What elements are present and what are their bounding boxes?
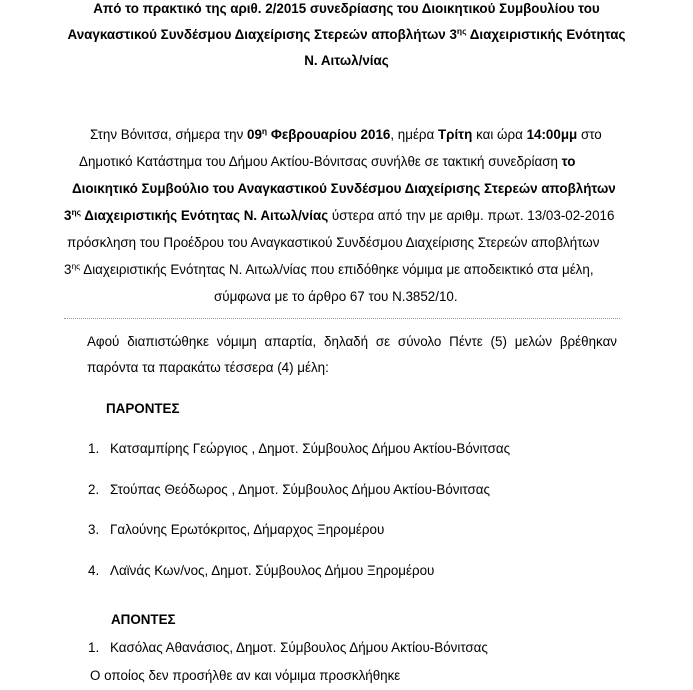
- quorum-line-2: [87, 359, 329, 377]
- header-line-2-text-b: Διαχειριστικής Ενότητας: [466, 27, 626, 42]
- intro-line-6: [64, 261, 594, 279]
- list-number: 3.: [88, 522, 100, 537]
- meeting-time: 14:00μμ: [526, 127, 578, 142]
- quorum-text: παρόντα τα παρακάτω τέσσερα (4) μέλη:: [87, 360, 329, 375]
- meeting-month-year: Φεβρουαρίου 2016: [267, 127, 391, 142]
- intro-line-7: [214, 288, 458, 306]
- header-line-2: [0, 26, 693, 44]
- list-number: 1.: [88, 640, 100, 655]
- list-number: 2.: [88, 482, 100, 497]
- council-name: Διοικητικό Συμβούλιο του Αναγκαστικού Συνδέσμου Διαχείρισης Στερεών αποβλήτων: [72, 181, 616, 196]
- member-name: Στούπας Θεόδωρος , Δημοτ. Σύμβουλος Δήμου Ακτίου-Βόνιτσας: [110, 482, 490, 497]
- member-name: Κασόλας Αθανάσιος, Δημοτ. Σύμβουλος Δήμου Ακτίου-Βόνιτσας: [110, 640, 488, 655]
- member-name: Γαλούνης Ερωτόκριτος, Δήμαρχος Ξηρομέρου: [110, 522, 385, 537]
- intro-text: Στην Βόνιτσα, σήμερα την: [90, 127, 248, 142]
- header-line-1: [0, 0, 693, 18]
- protocol-reference: ύστερα από την με αριθμ. πρωτ. 13/03-02-2016: [328, 208, 615, 223]
- unit-name: Διαχειριστικής Ενότητας Ν. Αιτωλ/νίας: [81, 208, 329, 223]
- intro-text: και ώρα: [472, 127, 527, 142]
- absent-note: Ο οποίος δεν προσήλθε αν και νόμιμα προσκλήθηκε: [90, 668, 401, 683]
- intro-text-bold: το: [561, 154, 576, 169]
- intro-text: Δημοτικό Κατάστημα του Δήμου Ακτίου-Βόνιτσας συνήλθε σε τακτική συνεδρίαση: [79, 154, 562, 169]
- intro-text: Διαχειριστικής Ενότητας Ν. Αιτωλ/νίας που επιδόθηκε νόμιμα με αποδεικτικό στα μέλη,: [80, 262, 594, 277]
- meeting-day-sup: η: [261, 126, 268, 136]
- present-heading: ΠΑΡΟΝΤΕΣ: [106, 401, 180, 416]
- intro-line-1: [90, 126, 602, 144]
- header-line-2-text-a: Αναγκαστικού Συνδέσμου Διαχείρισης Στερεών αποβλήτων 3: [67, 27, 457, 42]
- intro-text: , ημέρα: [390, 127, 438, 142]
- unit-number-sup: ης: [71, 207, 82, 217]
- header-line-2-sup: ης: [456, 26, 467, 36]
- present-member-4: [88, 562, 434, 580]
- quorum-text: Αφού διαπιστώθηκε νόμιμη απαρτία, δηλαδή σε σύνολο Πέντε (5) μελών βρέθηκαν: [87, 334, 617, 349]
- member-name: Κατσαμπίρης Γεώργιος , Δημοτ. Σύμβουλος Δήμου Ακτίου-Βόνιτσας: [110, 441, 511, 456]
- present-member-1: [88, 440, 510, 458]
- intro-text: 3: [64, 262, 72, 277]
- list-number: 4.: [88, 563, 100, 578]
- header-line-1-text: Από το πρακτικό της αριθ. 2/2015 συνεδρίασης του Διοικητικού Συμβουλίου του: [93, 1, 600, 16]
- quorum-line-1: [87, 333, 617, 351]
- meeting-day: 09: [247, 127, 262, 142]
- intro-line-5: [67, 234, 599, 252]
- member-name: Λαϊνάς Κων/νος, Δημοτ. Σύμβουλος Δήμου Ξηρομέρου: [110, 563, 435, 578]
- intro-line-2: [79, 153, 575, 171]
- intro-line-3: [72, 180, 616, 198]
- law-reference: σύμφωνα με το άρθρο 67 του Ν.3852/10.: [214, 289, 458, 304]
- absent-heading: ΑΠΟΝΤΕΣ: [111, 612, 176, 627]
- present-member-3: [88, 521, 384, 539]
- intro-text: πρόσκληση του Προέδρου του Αναγκαστικού Συνδέσμου Διαχείρισης Στερεών αποβλήτων: [67, 235, 600, 250]
- present-member-2: [88, 481, 490, 499]
- list-number: 1.: [88, 441, 100, 456]
- header-line-3: [0, 52, 693, 70]
- header-line-3-text: Ν. Αιτωλ/νίας: [304, 53, 389, 68]
- section-divider: [64, 318, 620, 319]
- meeting-weekday: Τρίτη: [438, 127, 473, 142]
- intro-line-4: [64, 207, 614, 225]
- intro-text-sup: ης: [71, 261, 81, 271]
- absent-member-1: [88, 639, 488, 657]
- intro-text: στο: [577, 127, 602, 142]
- unit-number: 3: [64, 208, 72, 223]
